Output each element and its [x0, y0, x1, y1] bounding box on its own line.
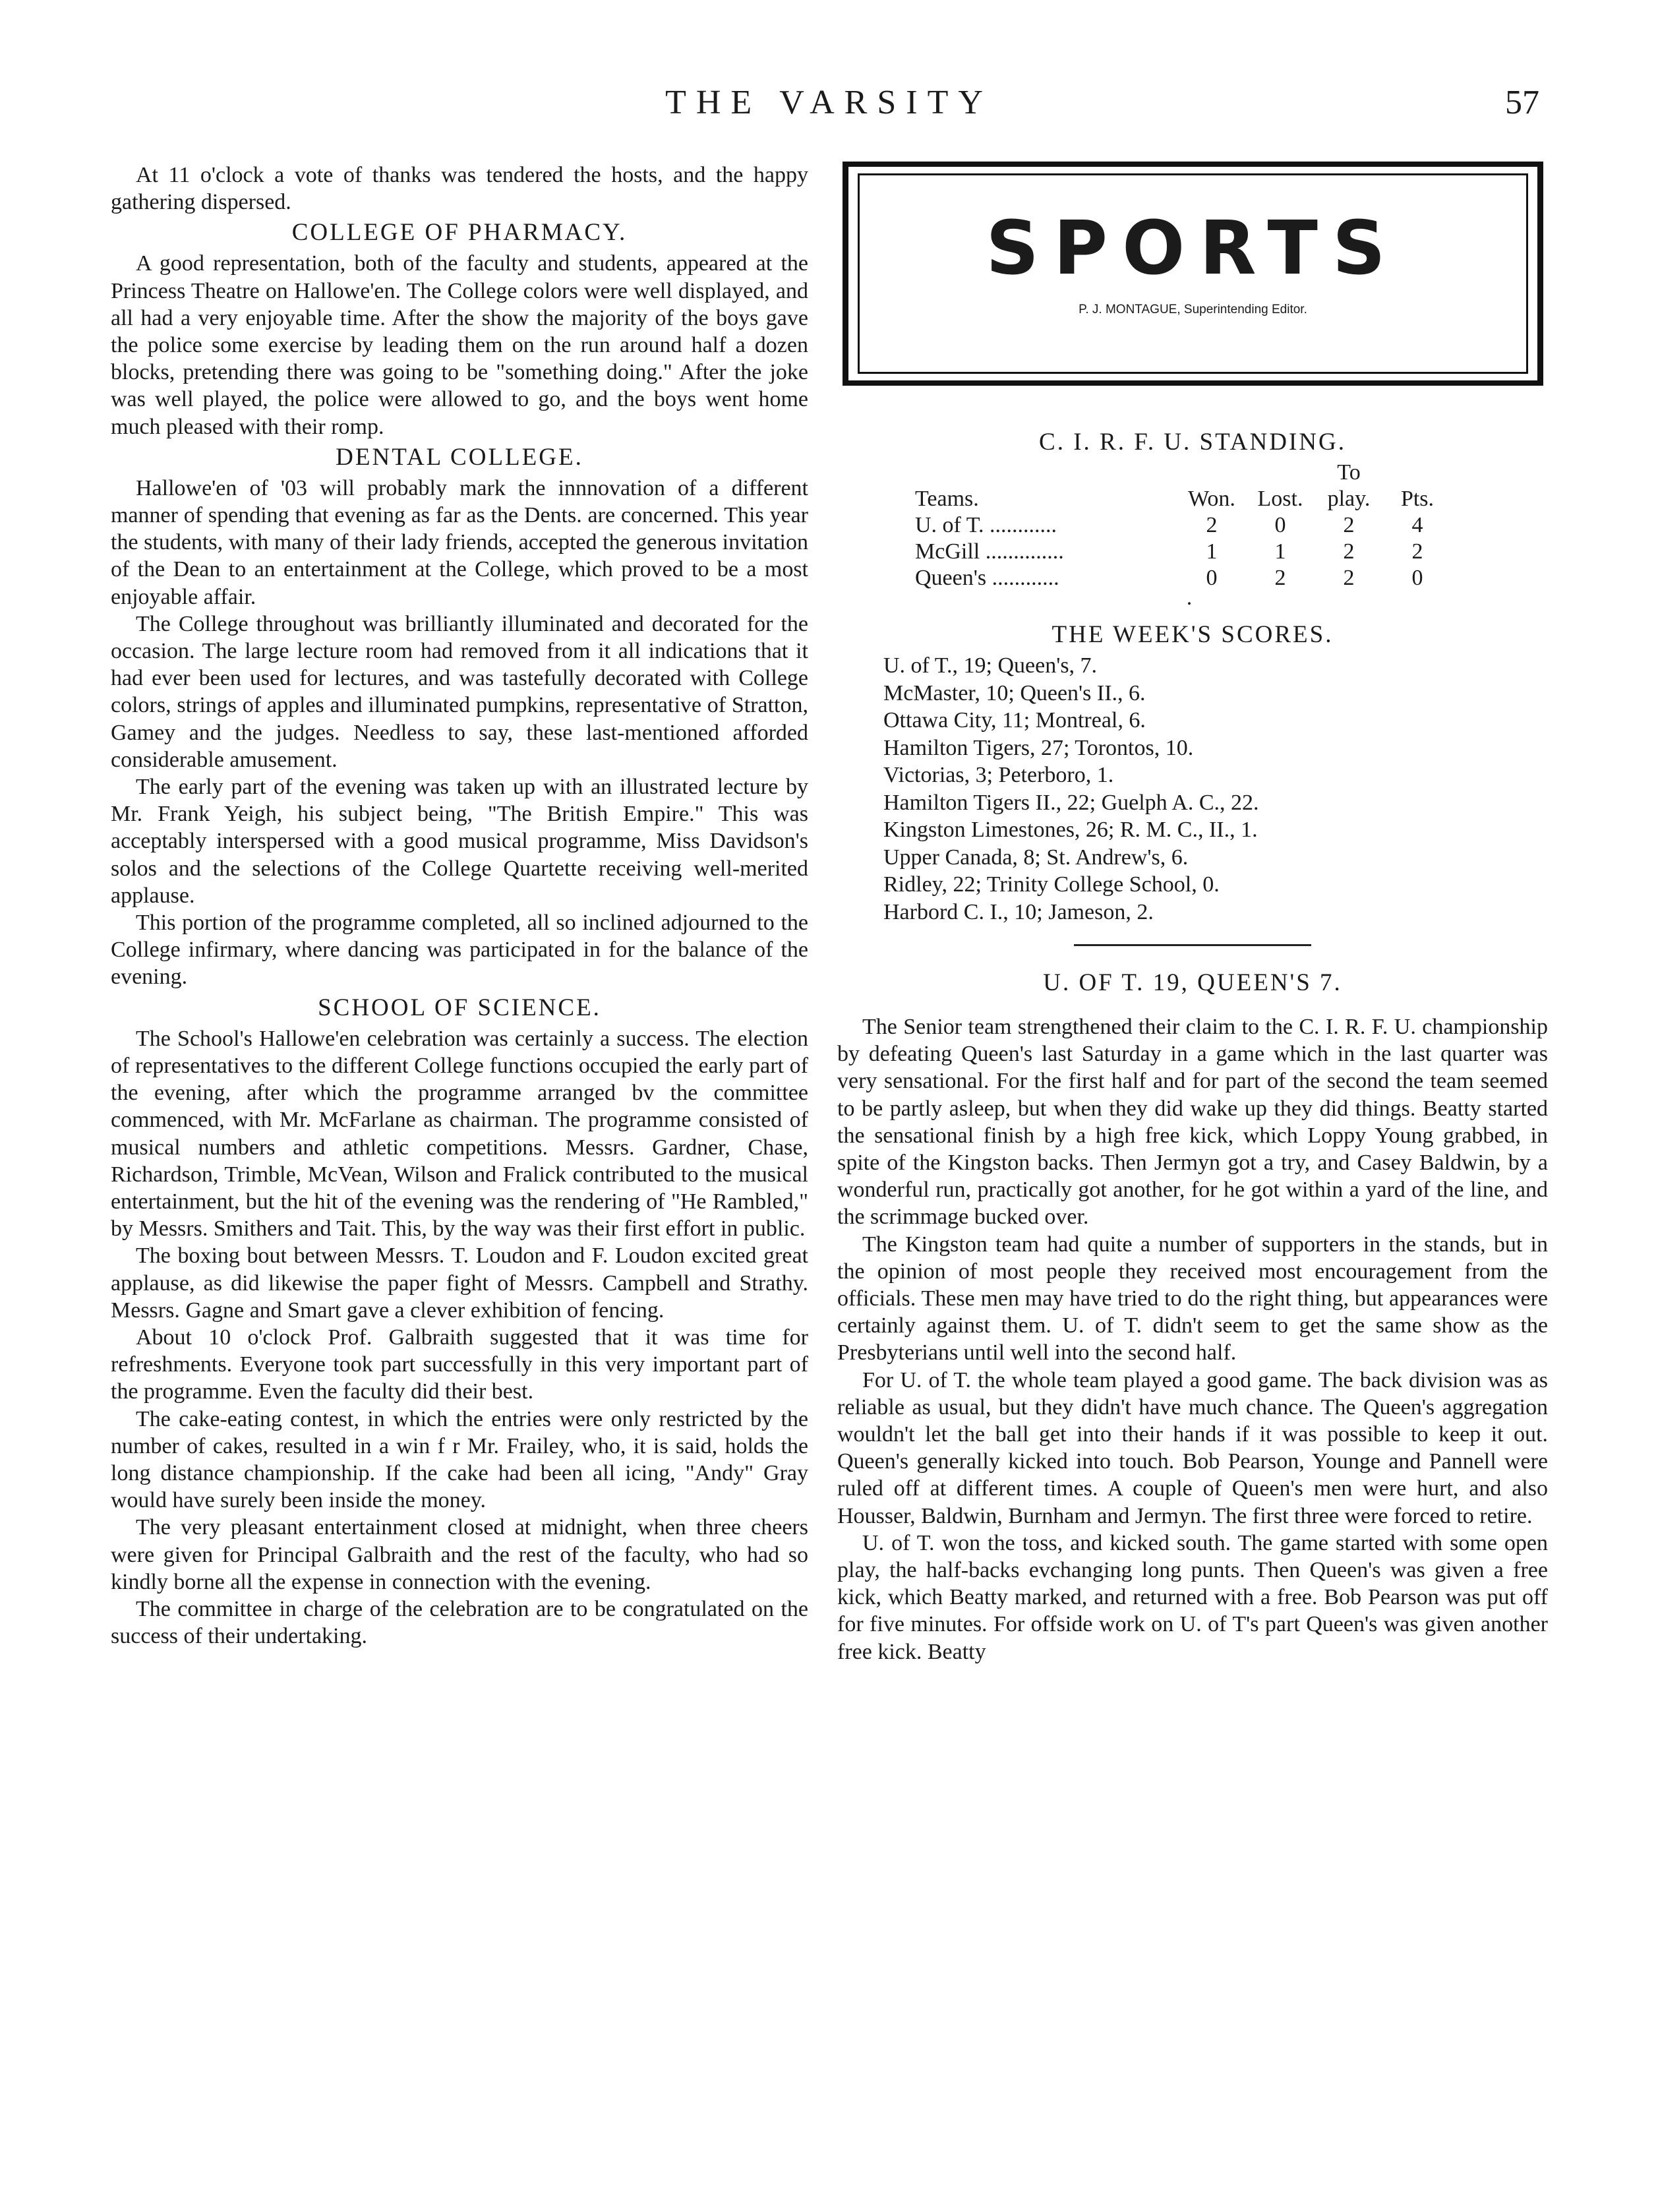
paragraph: The boxing bout between Messrs. T. Loudon and F. Loudon excited great applause, as did likewise the paper fight of Messrs. Campbell and Strathy. Messrs. Gagne and Smart gave a clever exhibition of fencing.: [111, 1243, 808, 1323]
paragraph: The Senior team strengthened their claim to the C. I. R. F. U. championship by defeating Queen's last Saturday in a game which in the last quarter was very sensational. For the first half and for part of the second the team seemed to be partly asleep, but when they did wake up they did things. Beatty started the sensational finish by a high free kick, which Loppy Young grabbed, in spite of the Kingston backs. Then Jermyn got a try, and Casey Baldwin, by a wonderful run, practically got another, for he got within a yard of the line, and the scrimmage bucked over.: [837, 1015, 1548, 1230]
standings-table: [910, 460, 1452, 591]
scores-heading: THE WEEK'S SCORES.: [1051, 621, 1334, 648]
list-item: Harbord C. I., 10; Jameson, 2.: [883, 899, 1154, 924]
paragraph: For U. of T. the whole team played a good game. The back division was as reliable as usual, but they didn't have much chance. The Queen's aggregation wouldn't let the ball get into their hands if it was possible to keep it out. Queen's generally kicked into touch. Bob Pearson, Younge and Pannell were ruled off at different times. A couple of Queen's men were hurt, and also Housser, Baldwin, Burnham and Jermyn. The first three were forced to retire.: [837, 1367, 1548, 1528]
editor-credit: P. J. MONTAGUE, Superintending Editor.: [1079, 303, 1307, 316]
divider: [1074, 944, 1311, 946]
table-row: [910, 539, 1452, 565]
column-header: Won.: [1188, 487, 1235, 511]
play-cell: 2: [1343, 513, 1355, 537]
section-heading-pharmacy: COLLEGE OF PHARMACY.: [291, 219, 628, 247]
lost-cell: 1: [1274, 539, 1286, 564]
masthead: [0, 78, 1658, 131]
standing-heading: C. I. R. F. U. STANDING.: [1039, 429, 1346, 456]
banner-rule: [843, 162, 1543, 167]
paragraph: The School's Hallowe'en celebration was certainly a success. The election of representatives to the different College functions occupied the early part of the evening, after which the programme arranged bv the committee commenced, with Mr. McFarlane as chairman. The programme consisted of musical numbers and athletic competitions. Messrs. Gardner, Chase, Richardson, Trimble, McVean, Wilson and Fralick contributed to the musical entertainment, but the hit of the evening was the rendering of "He Rambled," by Messrs. Smithers and Tait. This, by the way was their first effort in public.: [111, 1026, 808, 1241]
team-cell: U. of T. ............: [915, 513, 1057, 537]
table-header-row: [910, 486, 1452, 512]
section-heading-dental: DENTAL COLLEGE.: [336, 443, 583, 471]
list-item: Kingston Limestones, 26; R. M. C., II., 1.: [883, 818, 1258, 842]
list-item: Victorias, 3; Peterboro, 1.: [883, 763, 1114, 787]
sports-heading: SPORTS: [986, 206, 1400, 291]
banner-rule: [843, 380, 1543, 386]
column-header: Pts.: [1400, 487, 1435, 511]
team-cell: McGill ..............: [915, 539, 1064, 564]
won-cell: 1: [1206, 539, 1218, 564]
team-cell: Queen's ............: [915, 566, 1059, 590]
sports-banner: [843, 162, 1543, 386]
pts-cell: 4: [1411, 513, 1423, 537]
pts-cell: 2: [1411, 539, 1423, 564]
paragraph: The committee in charge of the celebration are to be congratulated on the success of their undertaking.: [111, 1596, 808, 1649]
lost-cell: 0: [1274, 513, 1286, 537]
list-item: Hamilton Tigers II., 22; Guelph A. C., 22.: [883, 790, 1259, 815]
paragraph: Hallowe'en of '03 will probably mark the innnovation of a different manner of spending that evening as far as the Dents. are concerned. This year the students, with many of their lady friends, accepted the generous invitation of the Dean to an entertainment at the College, which proved to be a most enjoyable affair.: [111, 475, 808, 609]
banner-rule: [858, 372, 1528, 374]
won-cell: 2: [1206, 513, 1218, 537]
table-header-row: [910, 460, 1452, 486]
column-header-top: To: [1337, 460, 1361, 485]
play-cell: 2: [1343, 539, 1355, 564]
column-header: play.: [1327, 487, 1371, 511]
table-row: [910, 512, 1452, 539]
won-cell: 0: [1206, 566, 1218, 590]
section-heading-science: SCHOOL OF SCIENCE.: [318, 994, 601, 1021]
paragraph: A good representation, both of the faculty and students, appeared at the Princess Theatre on Hallowe'en. The College colors were well displayed, and all had a very enjoyable time. After the show the majority of the boys gave the police some exercise by leading them on the run around half a dozen blocks, pretending there was going to be "something doing." After the joke was well played, the police were allowed to go, and the boys went home much pleased with their romp.: [111, 251, 808, 439]
list-item: Ridley, 22; Trinity College School, 0.: [883, 872, 1220, 897]
paragraph: The early part of the evening was taken up with an illustrated lecture by Mr. Frank Yeigh, his subject being, "The British Empire." This was acceptably interspersed with a good musical programme, Miss Davidson's solos and the selections of the College Quartette receiving well-merited applause.: [111, 775, 808, 908]
table-row: [910, 565, 1452, 591]
column-header: Teams.: [915, 487, 979, 511]
left-column: [111, 162, 808, 1650]
table-dot: .: [1186, 585, 1193, 610]
paragraph: The cake-eating contest, in which the entries were only restricted by the number of cakes, resulted in a win f r Mr. Frailey, who, it is said, holds the long distance championship. If the cake had been all icing, "Andy" Gray would have surely been inside the money.: [111, 1406, 808, 1513]
play-cell: 2: [1343, 566, 1355, 590]
paragraph: The Kingston team had quite a number of supporters in the stands, but in the opinion of most people they received most encouragement from the officials. These men may have tried to do the right thing, but appearances were certainly against them. U. of T. didn't seem to get the same show as the Presbyterians until well into the second half.: [837, 1232, 1548, 1365]
right-column: [837, 162, 1548, 1665]
intro-paragraph: At 11 o'clock a vote of thanks was tendered the hosts, and the happy gathering dispersed.: [111, 163, 808, 215]
list-item: Ottawa City, 11; Montreal, 6.: [883, 708, 1146, 732]
list-item: McMaster, 10; Queen's II., 6.: [883, 680, 1146, 705]
lost-cell: 2: [1274, 566, 1286, 590]
banner-rule: [858, 173, 1528, 175]
column-header: Lost.: [1257, 487, 1303, 511]
paragraph: U. of T. won the toss, and kicked south. The game started with some open play, the half-backs evchanging long punts. Then Queen's was given a free kick, which Beatty marked, and returned with a free. Bob Pearson was put off for five minutes. For offside work on U. of T's part Queen's was given another free kick. Beatty: [837, 1530, 1548, 1664]
page-number: 57: [1505, 84, 1539, 121]
paragraph: The very pleasant entertainment closed at midnight, when three cheers were given for Principal Galbraith and the rest of the faculty, who had so kindly borne all the expense in connection with the evening.: [111, 1515, 808, 1594]
publication-title: THE VARSITY: [665, 84, 993, 121]
list-item: Upper Canada, 8; St. Andrew's, 6.: [883, 845, 1189, 870]
paragraph: About 10 o'clock Prof. Galbraith suggested that it was time for refreshments. Everyone took part successfully in this very important part of the programme. Even the faculty did their best.: [111, 1325, 808, 1404]
scores-list: [883, 652, 1548, 926]
pts-cell: 0: [1411, 566, 1423, 590]
list-item: U. of T., 19; Queen's, 7.: [883, 653, 1098, 678]
game-heading: U. OF T. 19, QUEEN'S 7.: [1043, 969, 1342, 996]
paragraph: The College throughout was brilliantly illuminated and decorated for the occasion. The large lecture room had removed from it all indications that it had ever been used for lectures, and was tastefully decorated with College colors, strings of apples and illuminated pumpkins, representative of Stratton, Gamey and the judges. Needless to say, these last-mentioned afforded considerable amusement.: [111, 611, 808, 772]
paragraph: This portion of the programme completed, all so inclined adjourned to the College infirmary, where dancing was participated in for the balance of the evening.: [111, 911, 808, 990]
list-item: Hamilton Tigers, 27; Torontos, 10.: [883, 735, 1194, 760]
